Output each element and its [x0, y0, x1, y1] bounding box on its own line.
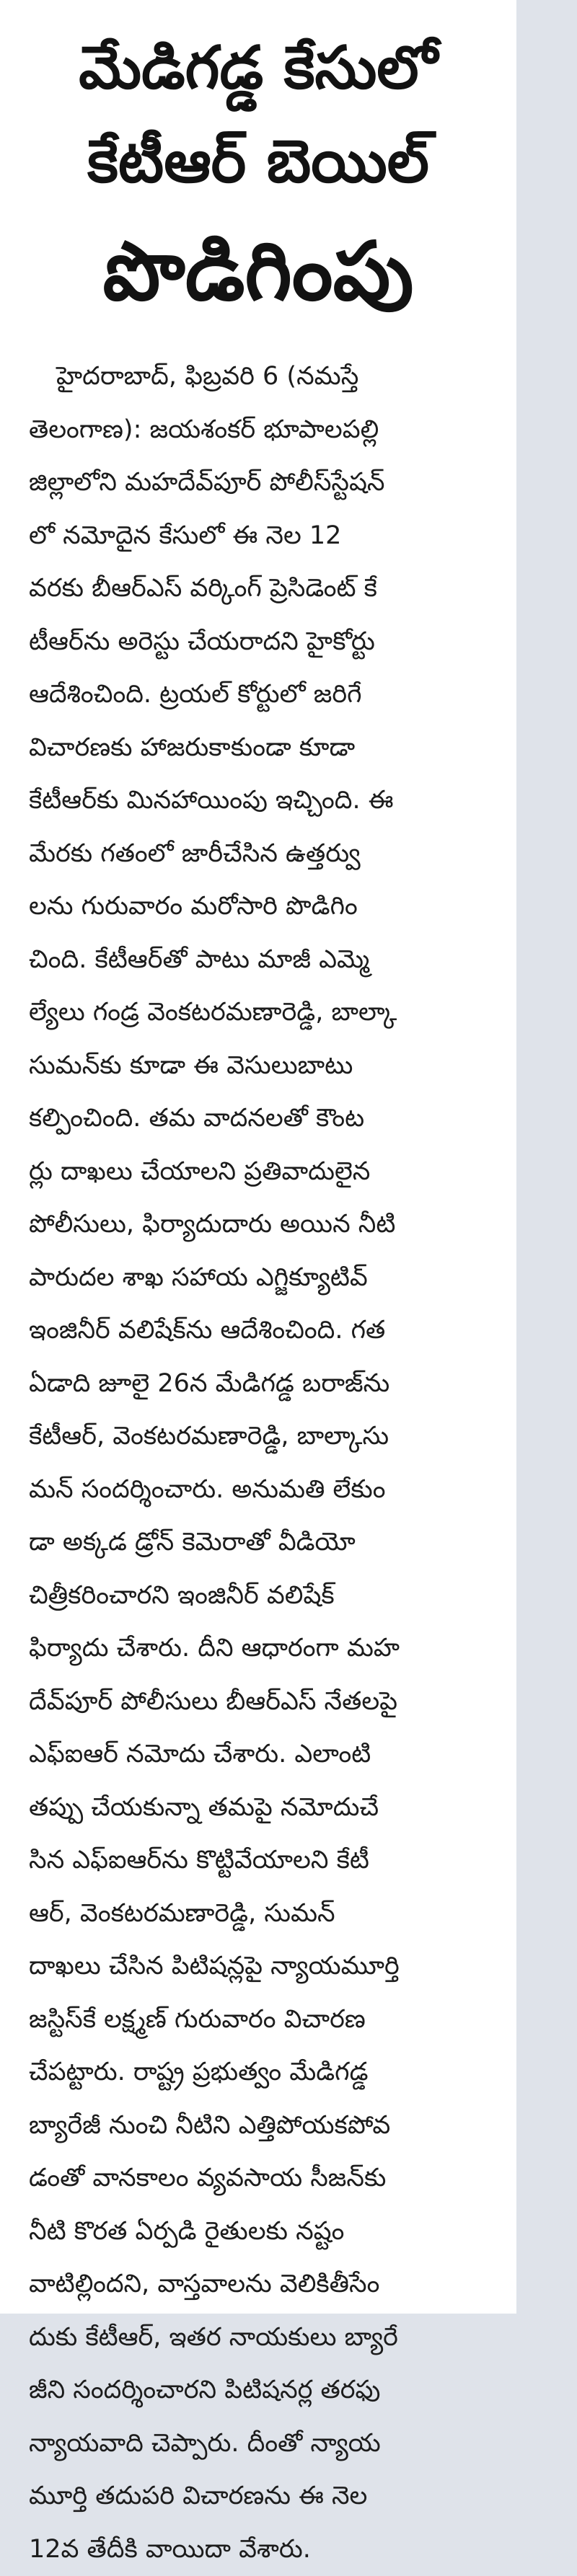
article-body-line: ఇంజినీర్ వలిషేక్‌ను ఆదేశించింది. గత [29, 1304, 490, 1358]
article-body-line: సిన ఎఫ్‌ఐఆర్‌ను కొట్టివేయాలని కేటీ [29, 1834, 490, 1887]
article-body-line: విచారణకు హాజరుకాకుండా కూడా [29, 722, 490, 775]
article-body-line: కల్పించింది. తమ వాదనలతో కౌంట [29, 1092, 490, 1146]
article-body-line: మన్ సందర్శించారు. అనుమతి లేకుం [29, 1464, 490, 1517]
article-body-line: వరకు బీఆర్‌ఎస్ వర్కింగ్ ప్రెసిడెంట్ కే [29, 562, 490, 616]
article-body-line: నీటి కొరత ఏర్పడి రైతులకు నష్టం [29, 2205, 490, 2259]
article-body-line: ఫిర్యాదు చేశారు. దీని ఆధారంగా మహ [29, 1622, 490, 1676]
article-body-line: పారుదల శాఖ సహాయ ఎగ్జిక్యూటివ్ [29, 1252, 490, 1305]
article-body-line: తప్పు చేయకున్నా తమపై నమోదుచే [29, 1781, 490, 1835]
article-body-line: ఆర్, వెంకటరమణారెడ్డి, సుమన్ [29, 1887, 490, 1941]
article-body-line: టీఆర్‌ను అరెస్టు చేయరాదని హైకోర్టు [29, 616, 490, 669]
article-body-line: ఆదేశించింది. ట్రయల్ కోర్టులో జరిగే [29, 668, 490, 722]
article-body-line: వాటిల్లిందని, వాస్తవాలను వెలికితీసేం [29, 2258, 490, 2311]
article-body-line: పోలీసులు, ఫిర్యాదుదారు అయిన నీటి [29, 1198, 490, 1252]
article-body-line: జస్టిస్‌కే లక్ష్మణ్ గురువారం విచారణ [29, 1993, 490, 2047]
article-body-line: కేటీఆర్, వెంకటరమణారెడ్డి, బాల్కాసు [29, 1410, 490, 1464]
article-body-line: బ్యారేజీ నుంచి నీటిని ఎత్తిపోయకపోవ [29, 2099, 490, 2153]
article-body-line: 12వ తేదీకి వాయిదా వేశారు. [29, 2523, 490, 2576]
article-body-line: తెలంగాణ): జయశంకర్ భూపాలపల్లి [29, 404, 490, 457]
article-body-line: సుమన్‌కు కూడా ఈ వెసులుబాటు [29, 1040, 490, 1093]
article-body-line: చిత్రీకరించారని ఇంజినీర్ వలిషేక్ [29, 1570, 490, 1623]
article-body-line: మేరకు గతంలో జారీచేసిన ఉత్తర్వు [29, 828, 490, 881]
article-body-line: డా అక్కడ డ్రోన్ కెమెరాతో వీడియో [29, 1516, 490, 1570]
article-body-line: ఏడాది జూలై 26న మేడిగడ్డ బరాజ్‌ను [29, 1358, 490, 1411]
article-body-line: కేటీఆర్‌కు మినహాయింపు ఇచ్చింది. ఈ [29, 774, 490, 828]
article-body-line: మూర్తి తదుపరి విచారణను ఈ నెల [29, 2470, 490, 2523]
article-body-line: చేపట్టారు. రాష్ట్ర ప్రభుత్వం మేడిగడ్డ [29, 2046, 490, 2099]
headline-line-2: కేటీఆర్ బెయిల్ [0, 115, 516, 209]
headline-line-3: పొడిగింపు [0, 211, 516, 333]
article-body-line: డంతో వానకాలం వ్యవసాయ సీజన్‌కు [29, 2152, 490, 2205]
article-body-line: దాఖలు చేసిన పిటిషన్లపై న్యాయమూర్తి [29, 1940, 490, 1993]
article-body-line: లను గురువారం మరోసారి పొడిగిం [29, 880, 490, 934]
article-body [29, 350, 490, 2576]
article-body-line: దుకు కేటీఆర్, ఇతర నాయకులు బ్యారే [29, 2311, 490, 2365]
article-body-line: ల్యేలు గండ్ర వెంకటరమణారెడ్డి, బాల్కా [29, 986, 490, 1040]
headline-line-1: మేడిగడ్డ కేసులో [0, 22, 516, 115]
article-body-line: చింది. కేటీఆర్‌తో పాటు మాజీ ఎమ్మె [29, 934, 490, 987]
article-body-line: లో నమోదైన కేసులో ఈ నెల 12 [29, 510, 490, 563]
article-body-line: జిల్లాలోని మహదేవ్‌పూర్ పోలీస్‌స్టేషన్ [29, 456, 490, 510]
article-body-line: ర్లు దాఖలు చేయాలని ప్రతివాదులైన [29, 1146, 490, 1199]
article-body-line: జీని సందర్శించారని పిటిషనర్ల తరఫు [29, 2364, 490, 2417]
article-body-line: ఎఫ్‌ఐఆర్ నమోదు చేశారు. ఎలాంటి [29, 1728, 490, 1781]
article-body-line: దేవ్‌పూర్ పోలీసులు బీఆర్‌ఎస్ నేతలపై [29, 1676, 490, 1729]
article-body-line: న్యాయవాది చెప్పారు. దీంతో న్యాయ [29, 2417, 490, 2471]
article-body-line: హైదరాబాద్, ఫిబ్రవరి 6 (నమస్తే [29, 350, 490, 404]
